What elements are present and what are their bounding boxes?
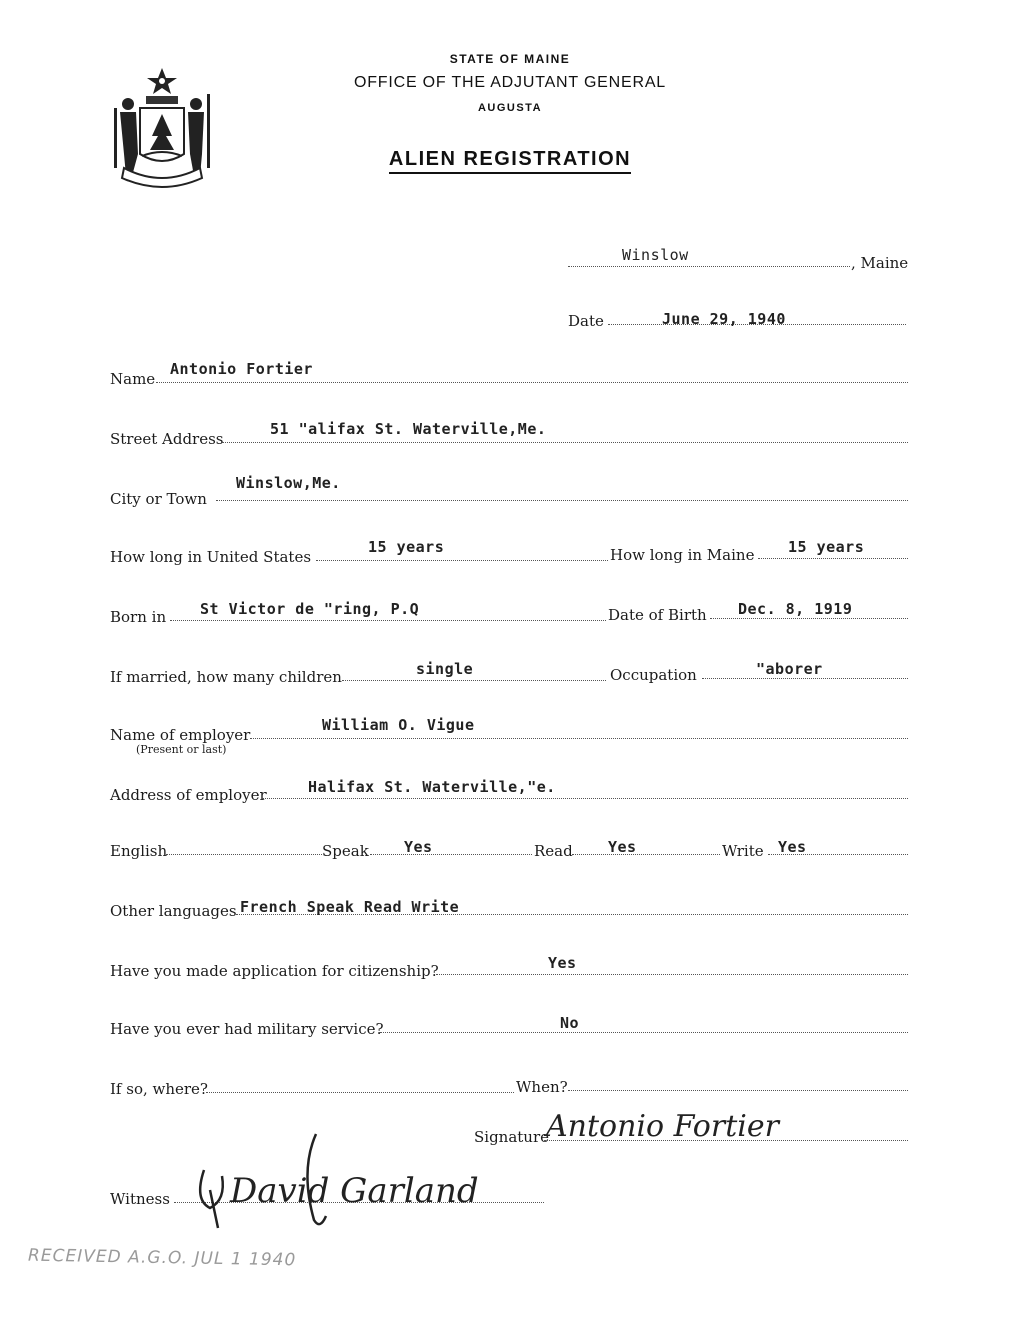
us-line — [316, 560, 608, 561]
us-value: 15 years — [368, 538, 445, 556]
header-office: OFFICE OF THE ADJUTANT GENERAL — [353, 74, 667, 91]
name-line — [156, 382, 908, 383]
dob-value: Dec. 8, 1919 — [738, 600, 853, 618]
dob-label: Date of Birth — [608, 606, 707, 624]
when-line — [568, 1090, 908, 1091]
speak-value: Yes — [404, 838, 433, 856]
other-lang-value: French Speak Read Write — [240, 898, 460, 916]
signature-text: Antonio Fortier — [546, 1109, 779, 1144]
maine-long-value: 15 years — [788, 538, 865, 556]
town-line — [568, 266, 850, 267]
street-value: 51 "alifax St. Waterville,Me. — [270, 420, 547, 438]
employer-sublabel: (Present or last) — [136, 743, 227, 756]
maine-state-seal-icon — [106, 64, 218, 192]
children-value: single — [416, 660, 474, 678]
city-value: Winslow,Me. — [236, 474, 341, 492]
born-label: Born in — [110, 608, 167, 626]
citizenship-line — [436, 974, 908, 975]
military-line — [380, 1032, 908, 1033]
children-line — [342, 680, 606, 681]
signature-label: Signature — [474, 1128, 550, 1146]
when-label: When? — [516, 1078, 568, 1096]
maine-long-line — [758, 558, 908, 559]
write-value: Yes — [778, 838, 807, 856]
english-line — [166, 854, 322, 855]
name-label: Name — [110, 370, 156, 388]
read-line — [572, 854, 720, 855]
write-label: Write — [722, 842, 764, 860]
occupation-line — [702, 678, 908, 679]
city-line — [216, 500, 908, 501]
english-label: English — [110, 842, 168, 860]
born-value: St Victor de "ring, P.Q — [200, 600, 420, 618]
header-city: AUGUSTA — [477, 102, 543, 114]
children-label: If married, how many children — [110, 668, 342, 686]
city-label: City or Town — [110, 490, 207, 508]
signature-handwritten — [540, 1100, 840, 1148]
occupation-label: Occupation — [610, 666, 697, 684]
header-state: STATE OF MAINE — [449, 52, 571, 66]
employer-value: William O. Vigue — [322, 716, 475, 734]
military-label: Have you ever had military service? — [110, 1020, 384, 1038]
emp-addr-line — [262, 798, 908, 799]
read-value: Yes — [608, 838, 637, 856]
occupation-value: "aborer — [756, 660, 823, 678]
employer-label: Name of employer — [110, 726, 251, 744]
form-title-text: ALIEN REGISTRATION — [389, 148, 631, 174]
where-label: If so, where? — [110, 1080, 208, 1098]
other-lang-label: Other languages — [110, 902, 237, 920]
maine-label: , Maine — [851, 254, 909, 272]
street-label: Street Address — [110, 430, 224, 448]
citizenship-value: Yes — [548, 954, 577, 972]
born-line — [170, 620, 606, 621]
us-label: How long in United States — [110, 548, 312, 566]
town-value: Winslow — [622, 246, 689, 264]
employer-line — [250, 738, 908, 739]
date-value: June 29, 1940 — [662, 310, 786, 328]
military-value: No — [560, 1014, 580, 1032]
witness-label: Witness — [110, 1190, 170, 1208]
witness-signature-handwritten — [190, 1130, 530, 1230]
where-line — [206, 1092, 514, 1093]
emp-addr-label: Address of employer — [110, 786, 267, 804]
speak-line — [370, 854, 532, 855]
name-value: Antonio Fortier — [170, 360, 313, 378]
emp-addr-value: Halifax St. Waterville,"e. — [308, 778, 556, 796]
date-label: Date — [568, 312, 604, 330]
street-line — [222, 442, 908, 443]
read-label: Read — [534, 842, 573, 860]
citizenship-label: Have you made application for citizenship? — [110, 962, 439, 980]
form-title — [300, 148, 720, 171]
maine-long-label: How long in Maine — [610, 546, 755, 564]
witness-text: David Garland — [230, 1171, 479, 1211]
received-stamp: RECEIVED A.G.O. JUL 1 1940 — [27, 1245, 297, 1271]
speak-label: Speak — [322, 842, 369, 860]
dob-line — [710, 618, 908, 619]
